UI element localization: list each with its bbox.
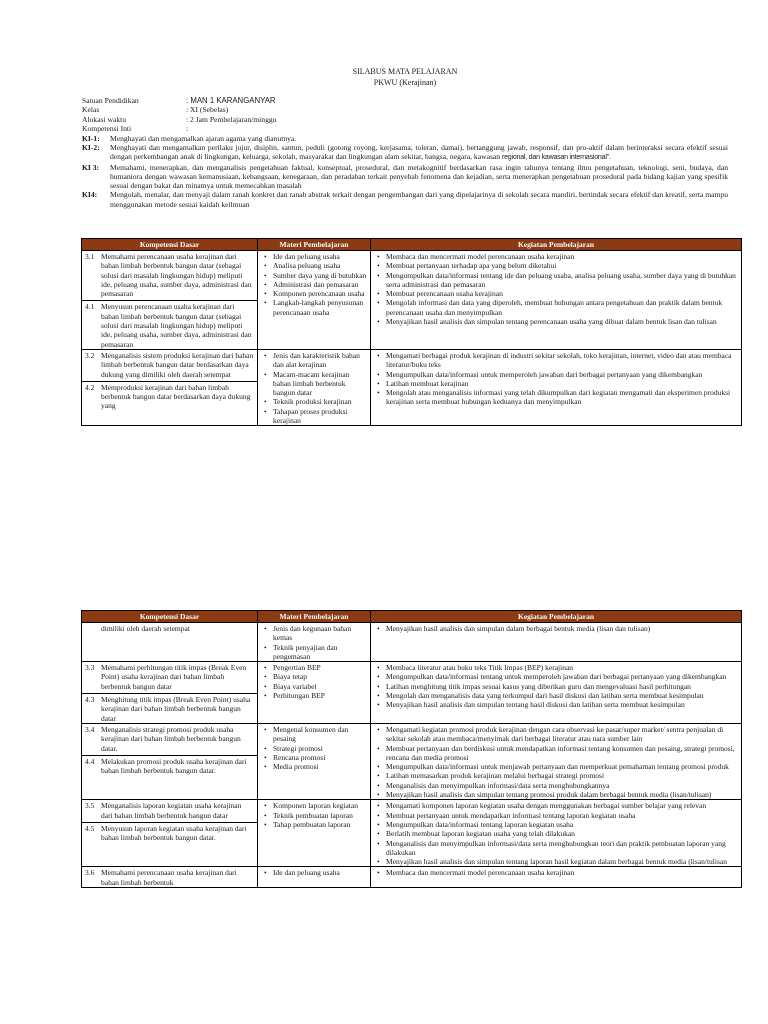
kompetensi-dasar-cell	[82, 251, 258, 350]
kd-text: Menganalisis sistem produksi kerajinan dari bahan limbah berbentuk bangun datar berdasarkan daya dukung yang dimiliki oleh daerah setempat	[101, 350, 254, 379]
ki-code: KI 3:	[82, 162, 100, 172]
materi-cell	[258, 662, 371, 724]
ki-code: KI-1:	[82, 133, 100, 143]
table-row	[82, 251, 742, 350]
materi-item: • Pengertian BEP	[261, 663, 367, 672]
kegiatan-cell	[371, 800, 742, 867]
kegiatan-item: • Membuat pertanyaan untuk mendapatkan informasi tentang laporan kegiatan usaha	[374, 811, 738, 820]
kd-number: 3.6	[85, 868, 95, 878]
kd-item	[82, 822, 257, 843]
ki-code: KI-2:	[82, 142, 100, 152]
table-header-row	[82, 611, 742, 623]
kegiatan-cell	[371, 349, 742, 425]
kegiatan-item: • Latihan menghitung titik impas sesuai kasus yang diberikan guru dan mengevaluasi hasil perhitungan	[374, 682, 738, 691]
kegiatan-item: • Membuat pertanyaan terhadap apa yang belum diketahui	[374, 261, 738, 270]
table-row	[82, 349, 742, 425]
header-materi-pembelajaran: Materi Pembelajaran	[258, 611, 371, 623]
kd-item	[85, 801, 254, 820]
materi-cell	[258, 251, 371, 350]
kegiatan-cell	[371, 723, 742, 799]
kd-text: Memproduksi kerajinan dari bahan limbah berbentuk bangun datar berdasarkan daya dukung yang	[101, 382, 251, 411]
materi-item: • Ide dan peluang usaha	[261, 868, 367, 877]
kegiatan-list	[374, 624, 738, 633]
materi-cell	[258, 800, 371, 867]
kd-text: Menghitung titik impas (Break Even Point) usaha kerajinan dari bahan limbah berbentuk bangun datar	[101, 695, 251, 723]
kd-item	[85, 725, 254, 753]
ki-text: Mengolah, menalar, dan menyaji dalam ranah konkret dan ranah abstrak terkait dengan pengembangan dari yang dipelajarinya di sekolah secara mandiri, bertindak secara efektif dan kreatif, serta mampu menggunakan metode sesuai kaidah keilmuan	[110, 190, 728, 209]
kd-number: 4.1	[85, 302, 95, 312]
kegiatan-item: • Menganalisis dan menyimpulkan informasi/data serta menghubungkannya	[374, 781, 738, 790]
info-label: Kompetensi Inti	[82, 124, 132, 134]
materi-list	[261, 252, 367, 317]
table-row	[82, 662, 742, 724]
materi-item: • Ide dan peluang usaha	[261, 252, 367, 261]
materi-item: • Komponen laporan kegiatan	[261, 801, 367, 810]
materi-item: • Biaya variabel	[261, 682, 367, 691]
info-row-satuan	[82, 96, 728, 105]
kd-item	[85, 252, 254, 298]
kegiatan-item: • Membaca dan mencermati model perencanaan usaha kerajinan	[374, 252, 738, 261]
table-body	[82, 623, 742, 888]
kd-text: Memahami perencanaan usaha kerajinan dari bahan limbah berbentuk	[101, 868, 237, 887]
kd-text: dimiliki oleh daerah setempat	[101, 624, 190, 633]
kd-text: Menyusun laporan kegiatan usaha kerajinan dari bahan limbah berbentuk bangun datar.	[101, 823, 247, 843]
table-body	[82, 251, 742, 426]
materi-item: • Administrasi dan pemasaran	[261, 280, 367, 289]
kd-number: 3.2	[85, 350, 95, 360]
kegiatan-cell	[371, 662, 742, 724]
kegiatan-cell	[371, 623, 742, 662]
materi-cell	[258, 623, 371, 662]
kd-number	[85, 624, 101, 633]
ki-code: KI4:	[82, 190, 98, 200]
materi-item: • Tahapan proses produksi kerajinan	[261, 407, 367, 426]
ki-3	[82, 163, 728, 191]
kd-text: Menyusun perencanaan usaha kerajinan dari bahan limbah berbentuk bangun datar (sebagai solusi dari masalah lingkungan hidup) meliputi ide, peluang usaha, sumber daya, administrasi dan pemasaran	[101, 302, 252, 349]
info-label: Kelas	[82, 105, 100, 115]
kegiatan-item: • Menyajikan hasil analisis dan simpulan tentang promosi produk dalam berbagai bentuk media (lisan/tulisan)	[374, 790, 738, 799]
materi-item: • Macam-macam kerajinan bahan limbah berbentuk bangun datar	[261, 370, 367, 398]
ki-text: Memahami, menerapkan, dan menganalisis pengetahuan faktual, konseptual, prosedural, dan metakognitif berdasarkan rasa ingin tahunya tentang ilmu pengetahuan, teknologi, seni, budaya, dan humaniora dengan wawasan kemanusiaan, kebangsaan, kenegaraan, dan peradaban terkait penyebab fenomena dan kejadian, serta menerapkan pengetahuan prosedural pada bidang kajian yang spesifik sesuai dengan bakat dan minatnya untuk memecahkan masalah	[110, 162, 728, 191]
kompetensi-dasar-cell	[82, 349, 258, 425]
kegiatan-item: • Menyajikan hasil analisis dan simpulan dalam berbagai bentuk media (lisan dan tulisan)	[374, 624, 738, 633]
kegiatan-item: • Membuat perencanaan usaha kerajinan	[374, 289, 738, 298]
materi-list	[261, 624, 367, 661]
kegiatan-item: • Mengumpulkan data/informasi tentang ide dan peluang usaha, analisa peluang usaha, sumber daya yang di butuhkan serta administrasi dan pemasaran	[374, 271, 738, 290]
table-row	[82, 800, 742, 867]
materi-item: • Rencana promosi	[261, 753, 367, 762]
materi-list	[261, 725, 367, 771]
materi-list	[261, 663, 367, 700]
ki-1	[82, 134, 728, 143]
kegiatan-item: • Berlatih membuat laporan kegiatan usaha yang telah dilakukan	[374, 829, 738, 838]
kd-item	[82, 381, 257, 411]
kd-number: 3.5	[85, 801, 95, 811]
kegiatan-list	[374, 252, 738, 326]
kd-item	[85, 868, 254, 887]
kd-item	[85, 351, 254, 379]
kd-item	[82, 300, 257, 348]
kegiatan-list	[374, 801, 738, 866]
kegiatan-item: • Mengolah informasi dan data yang diperoleh, membuat hubungan antara pengetahuan dan praktik dalam bentuk perencanaan usaha dan menyimpulkan	[374, 298, 738, 317]
syllabus-table-2	[81, 610, 742, 888]
info-value: : MAN 1 KARANGANYAR	[186, 96, 276, 105]
table-row	[82, 623, 742, 662]
ki-2	[82, 143, 728, 163]
kd-number: 3.4	[85, 724, 95, 734]
kegiatan-item: • Mengamati berbagai produk kerajinan di industri sekitar sekolah, toko kerajinan, internet, video dan atau membaca literatur/buku teks	[374, 351, 738, 370]
kegiatan-item: • Mengolah atau menganalisis informasi yang telah dikumpulkan dari kegiatan mengamati dan eksperimen produksi kerajinan serta membuat hubungan keduanya dan menyimpulkan	[374, 388, 738, 407]
kegiatan-item: • Mengumpulkan data/informasi untuk memperoleh jawaban dari berbagai pertanyaan yang dikembangkan	[374, 370, 738, 379]
materi-item: • Jenis dan kegunaan bahan kemas	[261, 624, 367, 643]
materi-item: • Media promosi	[261, 762, 367, 771]
kompetensi-dasar-cell	[82, 623, 258, 662]
info-row-kelas	[82, 105, 728, 114]
materi-cell	[258, 723, 371, 799]
kd-text: Melakukan promosi produk usaha kerajinan dari bahan limbah berbentuk bangun datar.	[101, 756, 247, 776]
kd-number: 3.1	[85, 252, 95, 261]
header-kegiatan-pembelajaran: Kegiatan Pembelajaran	[371, 611, 742, 623]
header-kompetensi-dasar: Kompetensi Dasar	[82, 239, 258, 251]
materi-item: • Analisa peluang usaha	[261, 261, 367, 270]
kegiatan-cell	[371, 251, 742, 350]
ki-text-wrapper	[110, 143, 728, 163]
info-value: :	[186, 124, 189, 134]
kompetensi-dasar-cell	[82, 723, 258, 799]
materi-list	[261, 868, 367, 877]
materi-item: • Jenis dan karakteristik bahan dan alat kerajinan	[261, 351, 367, 370]
header-materi-pembelajaran: Materi Pembelajaran	[258, 239, 371, 251]
identity-block	[82, 96, 728, 134]
kd-text: Menganalisis laporan kegiatan usaha kerajinan dari bahan limbah berbentuk bangun datar	[101, 801, 242, 820]
kegiatan-item: • Mengamati kegiatan promosi produk kerajinan dengan cara observasi ke pasar/super market/ sentra penjualan di sekitar sekolah atau membaca/menyimak dari berbagai literatur atau nara sumber lain	[374, 725, 738, 744]
ki-text: Menghayati dan mengamalkan ajaran agama yang dianutnya.	[110, 133, 297, 143]
materi-item: • Biaya tetap	[261, 672, 367, 681]
document-header	[82, 66, 728, 209]
kd-number: 4.5	[85, 823, 95, 833]
materi-item: • Teknik produksi kerajinan	[261, 397, 367, 406]
table-row	[82, 867, 742, 888]
kd-number: 4.4	[85, 756, 95, 766]
kd-text: Memahami perhitungan titik impas (Break Even Point) usaha kerajinan dari bahan limbah berbentuk bangun datar	[101, 663, 247, 691]
header-kegiatan-pembelajaran: Kegiatan Pembelajaran	[371, 239, 742, 251]
kegiatan-list	[374, 868, 738, 877]
info-row-alokasi	[82, 115, 728, 124]
kegiatan-item: • Menyajikan hasil analisis dan simpulan tentang perencanaan usaha yang dibuat dalam bentuk lisan dan tulisan	[374, 317, 738, 326]
kegiatan-list	[374, 725, 738, 799]
materi-item: • Teknik pembuatan laporan	[261, 811, 367, 820]
kegiatan-item: • Mengumpulkan data/informasi tentang untuk memperoleh jawaban dari berbagai pertanyaan yang dikembangkan	[374, 672, 738, 681]
kegiatan-item: • Membaca dan mencermati model perencanaan usaha kerajinan	[374, 868, 738, 877]
info-value: : XI (Sebelas)	[186, 105, 229, 115]
materi-item: • Tahap pembuatan laporan	[261, 820, 367, 829]
kegiatan-item: • Mengamati komponen laporan kegiatan usaha dengan menggunakan berbagai sumber belajar yang relevan	[374, 801, 738, 810]
kd-item	[85, 663, 254, 691]
document-subtitle: PKWU (Kerajinan)	[373, 78, 437, 87]
kd-item	[82, 755, 257, 776]
materi-item: • Langkah-langkah penyusunan perencanaan usaha	[261, 298, 367, 317]
kd-text: Memahami perencanaan usaha kerajinan dari bahan limbah berbentuk bangun datar (sebagai solusi dari masalah lingkungan hidup) meliputi ide, peluang usaha, sumber daya, administrasi dan pemasaran	[101, 252, 252, 299]
kd-item	[85, 624, 254, 633]
kegiatan-cell	[371, 867, 742, 888]
header-kompetensi-dasar: Kompetensi Dasar	[82, 611, 258, 623]
materi-cell	[258, 349, 371, 425]
kd-text: Menganalisis strategi promosi produk usaha kerajinan dari bahan limbah berbentuk bangun datar.	[101, 724, 241, 753]
materi-item: • Sumber daya yang di butuhkan	[261, 271, 367, 280]
materi-list	[261, 351, 367, 425]
kegiatan-item: • Mengolah dan menganalisis data yang terkumpul dari hasil diskusi dan latihan serta membuat kesimpulan	[374, 691, 738, 700]
kegiatan-item: • Mengumpulkan data/informasi tentang laporan kegiatan usaha	[374, 820, 738, 829]
materi-item: • Strategi promosi	[261, 744, 367, 753]
kegiatan-item: • Membuat pertanyaan dan berdiskusi untuk mendapatkan informasi tentang konsumen dan pesaing, strategi promosi, rencana dan media promosi	[374, 744, 738, 763]
materi-item: • Teknik penyajian dan pengemasan	[261, 643, 367, 662]
document-title: SILABUS MATA PELAJARAN	[352, 67, 458, 76]
ki-text: Menghayati dan mengamalkan perilaku jujur, disiplin, santun, peduli (gotong royong, kerjasama, toleran, damai), bertanggung jawab, responsif, dan pro-aktif dalam berinteraksi secara efektif sesuai dengan perkembangan anak di lingkungan, keluarga, sekolah, masyarakat dan lingkungan alam sekitar, bangsa, negara, kawasan	[110, 142, 728, 162]
kd-number: 3.3	[85, 663, 95, 673]
kd-number: 4.3	[85, 695, 95, 705]
info-value: : 2 Jam Pembelajaran/minggu	[186, 114, 277, 124]
materi-cell	[258, 867, 371, 888]
info-label: Alokasi waktu	[82, 114, 127, 124]
kd-number: 4.2	[85, 382, 95, 392]
kegiatan-item: • Latihan membuat kerajinan	[374, 379, 738, 388]
kegiatan-item: • Menyajikan hasil analisis dan simpulan tentang laporan hasil kegiatan dalam berbagai bentuk media (lisan/tulisan	[374, 857, 738, 866]
kompetensi-dasar-cell	[82, 800, 258, 867]
kegiatan-list	[374, 351, 738, 407]
kd-item	[82, 693, 257, 723]
kegiatan-item: • Menganalisis dan menyimpulkan informasi/data serta menghubungkan teori dan praktik pembuatan laporan yang dilakukan	[374, 839, 738, 858]
kegiatan-item: • Mengumpulkan data/informasi untuk menjawab pertanyaan dan memperkuat pemahaman tentang promosi produk	[374, 762, 738, 771]
kompetensi-dasar-cell	[82, 867, 258, 888]
table-row	[82, 723, 742, 799]
materi-item: • Mengenal konsumen dan pesaing	[261, 725, 367, 744]
kompetensi-dasar-cell	[82, 662, 258, 724]
materi-item: • Komponen perencanaan usaha	[261, 289, 367, 298]
ki-text-tail: regional, dan kawasan internasional".	[501, 154, 611, 162]
kegiatan-item: • Latihan memasarkan produk kerajinan melalui berbagai strategi promosi	[374, 771, 738, 780]
table-header-row	[82, 239, 742, 251]
kegiatan-item: • Menyajikan hasil analisis dan simpulan tentang hasil diskusi dan latihan serta membuat kesimpulan	[374, 700, 738, 709]
info-row-ki	[82, 124, 728, 133]
kegiatan-item: • Membaca literatur atau buku teks Titik Impas (BEP) kerajinan	[374, 663, 738, 672]
ki-4	[82, 190, 728, 209]
info-label: Satuan Pendidikan	[82, 96, 139, 105]
kegiatan-list	[374, 663, 738, 709]
materi-item: • Perhitungan BEP	[261, 691, 367, 700]
materi-list	[261, 801, 367, 829]
syllabus-table-1	[81, 238, 742, 426]
